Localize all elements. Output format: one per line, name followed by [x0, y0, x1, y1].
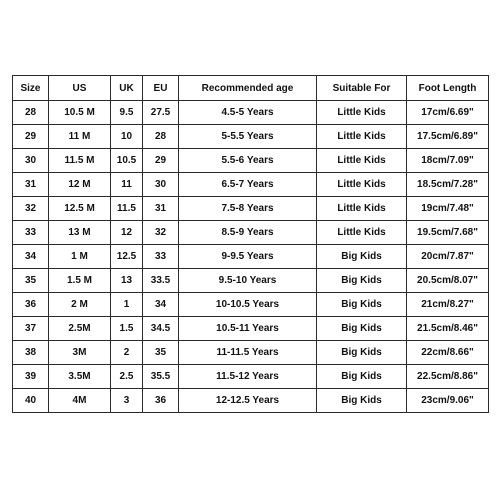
cell-recommended-age: 11-11.5 Years — [179, 341, 317, 365]
cell-us: 1 M — [49, 245, 111, 269]
table-row — [13, 221, 489, 245]
cell-us: 3.5M — [49, 365, 111, 389]
cell-recommended-age: 10.5-11 Years — [179, 317, 317, 341]
cell-foot-length: 17.5cm/6.89" — [407, 125, 489, 149]
cell-us: 3M — [49, 341, 111, 365]
table-row — [13, 101, 489, 125]
cell-recommended-age: 4.5-5 Years — [179, 101, 317, 125]
cell-suitable-for: Big Kids — [317, 365, 407, 389]
cell-foot-length: 20.5cm/8.07" — [407, 269, 489, 293]
cell-uk: 1.5 — [111, 317, 143, 341]
cell-size: 31 — [13, 173, 49, 197]
cell-size: 37 — [13, 317, 49, 341]
cell-foot-length: 19.5cm/7.68" — [407, 221, 489, 245]
table-row — [13, 149, 489, 173]
column-header-recommended-age: Recommended age — [179, 76, 317, 101]
cell-size: 35 — [13, 269, 49, 293]
cell-eu: 32 — [143, 221, 179, 245]
cell-eu: 35 — [143, 341, 179, 365]
cell-eu: 29 — [143, 149, 179, 173]
column-header-uk: UK — [111, 76, 143, 101]
cell-recommended-age: 11.5-12 Years — [179, 365, 317, 389]
cell-size: 33 — [13, 221, 49, 245]
table-row — [13, 365, 489, 389]
cell-us: 11 M — [49, 125, 111, 149]
cell-suitable-for: Big Kids — [317, 389, 407, 413]
cell-recommended-age: 9.5-10 Years — [179, 269, 317, 293]
cell-eu: 36 — [143, 389, 179, 413]
column-header-suitable-for: Suitable For — [317, 76, 407, 101]
cell-foot-length: 23cm/9.06" — [407, 389, 489, 413]
cell-foot-length: 22cm/8.66" — [407, 341, 489, 365]
cell-eu: 33 — [143, 245, 179, 269]
cell-eu: 30 — [143, 173, 179, 197]
cell-uk: 10.5 — [111, 149, 143, 173]
table-row — [13, 125, 489, 149]
cell-eu: 34.5 — [143, 317, 179, 341]
cell-foot-length: 21.5cm/8.46" — [407, 317, 489, 341]
cell-size: 32 — [13, 197, 49, 221]
cell-suitable-for: Little Kids — [317, 101, 407, 125]
cell-recommended-age: 9-9.5 Years — [179, 245, 317, 269]
table-row — [13, 173, 489, 197]
cell-eu: 33.5 — [143, 269, 179, 293]
cell-foot-length: 19cm/7.48" — [407, 197, 489, 221]
size-chart-table — [12, 75, 489, 413]
table-row — [13, 197, 489, 221]
cell-suitable-for: Big Kids — [317, 245, 407, 269]
cell-foot-length: 21cm/8.27" — [407, 293, 489, 317]
cell-size: 38 — [13, 341, 49, 365]
cell-uk: 10 — [111, 125, 143, 149]
cell-suitable-for: Little Kids — [317, 149, 407, 173]
cell-size: 29 — [13, 125, 49, 149]
cell-us: 1.5 M — [49, 269, 111, 293]
column-header-us: US — [49, 76, 111, 101]
cell-eu: 35.5 — [143, 365, 179, 389]
cell-eu: 28 — [143, 125, 179, 149]
cell-uk: 13 — [111, 269, 143, 293]
cell-recommended-age: 6.5-7 Years — [179, 173, 317, 197]
cell-us: 10.5 M — [49, 101, 111, 125]
cell-recommended-age: 5.5-6 Years — [179, 149, 317, 173]
cell-suitable-for: Little Kids — [317, 125, 407, 149]
cell-recommended-age: 8.5-9 Years — [179, 221, 317, 245]
cell-foot-length: 17cm/6.69" — [407, 101, 489, 125]
cell-us: 12.5 M — [49, 197, 111, 221]
cell-suitable-for: Big Kids — [317, 269, 407, 293]
table-row — [13, 317, 489, 341]
table-row — [13, 269, 489, 293]
cell-eu: 27.5 — [143, 101, 179, 125]
cell-size: 34 — [13, 245, 49, 269]
cell-foot-length: 22.5cm/8.86" — [407, 365, 489, 389]
cell-uk: 1 — [111, 293, 143, 317]
header-row — [13, 76, 489, 101]
cell-us: 4M — [49, 389, 111, 413]
column-header-size: Size — [13, 76, 49, 101]
cell-uk: 2 — [111, 341, 143, 365]
cell-uk: 11 — [111, 173, 143, 197]
table-row — [13, 293, 489, 317]
column-header-eu: EU — [143, 76, 179, 101]
cell-eu: 34 — [143, 293, 179, 317]
cell-suitable-for: Little Kids — [317, 197, 407, 221]
cell-recommended-age: 12-12.5 Years — [179, 389, 317, 413]
column-header-foot-length: Foot Length — [407, 76, 489, 101]
cell-us: 11.5 M — [49, 149, 111, 173]
table-row — [13, 245, 489, 269]
cell-size: 40 — [13, 389, 49, 413]
cell-uk: 3 — [111, 389, 143, 413]
cell-us: 2 M — [49, 293, 111, 317]
table-body — [13, 101, 489, 413]
cell-size: 28 — [13, 101, 49, 125]
cell-size: 30 — [13, 149, 49, 173]
cell-suitable-for: Little Kids — [317, 173, 407, 197]
cell-us: 12 M — [49, 173, 111, 197]
cell-uk: 12.5 — [111, 245, 143, 269]
table-row — [13, 341, 489, 365]
cell-suitable-for: Big Kids — [317, 293, 407, 317]
cell-recommended-age: 7.5-8 Years — [179, 197, 317, 221]
cell-eu: 31 — [143, 197, 179, 221]
cell-uk: 12 — [111, 221, 143, 245]
cell-foot-length: 18.5cm/7.28" — [407, 173, 489, 197]
cell-suitable-for: Little Kids — [317, 221, 407, 245]
cell-suitable-for: Big Kids — [317, 317, 407, 341]
cell-foot-length: 18cm/7.09" — [407, 149, 489, 173]
cell-size: 36 — [13, 293, 49, 317]
cell-recommended-age: 5-5.5 Years — [179, 125, 317, 149]
cell-uk: 2.5 — [111, 365, 143, 389]
table-row — [13, 389, 489, 413]
cell-uk: 11.5 — [111, 197, 143, 221]
cell-size: 39 — [13, 365, 49, 389]
cell-us: 13 M — [49, 221, 111, 245]
cell-suitable-for: Big Kids — [317, 341, 407, 365]
cell-uk: 9.5 — [111, 101, 143, 125]
cell-us: 2.5M — [49, 317, 111, 341]
cell-foot-length: 20cm/7.87" — [407, 245, 489, 269]
cell-recommended-age: 10-10.5 Years — [179, 293, 317, 317]
